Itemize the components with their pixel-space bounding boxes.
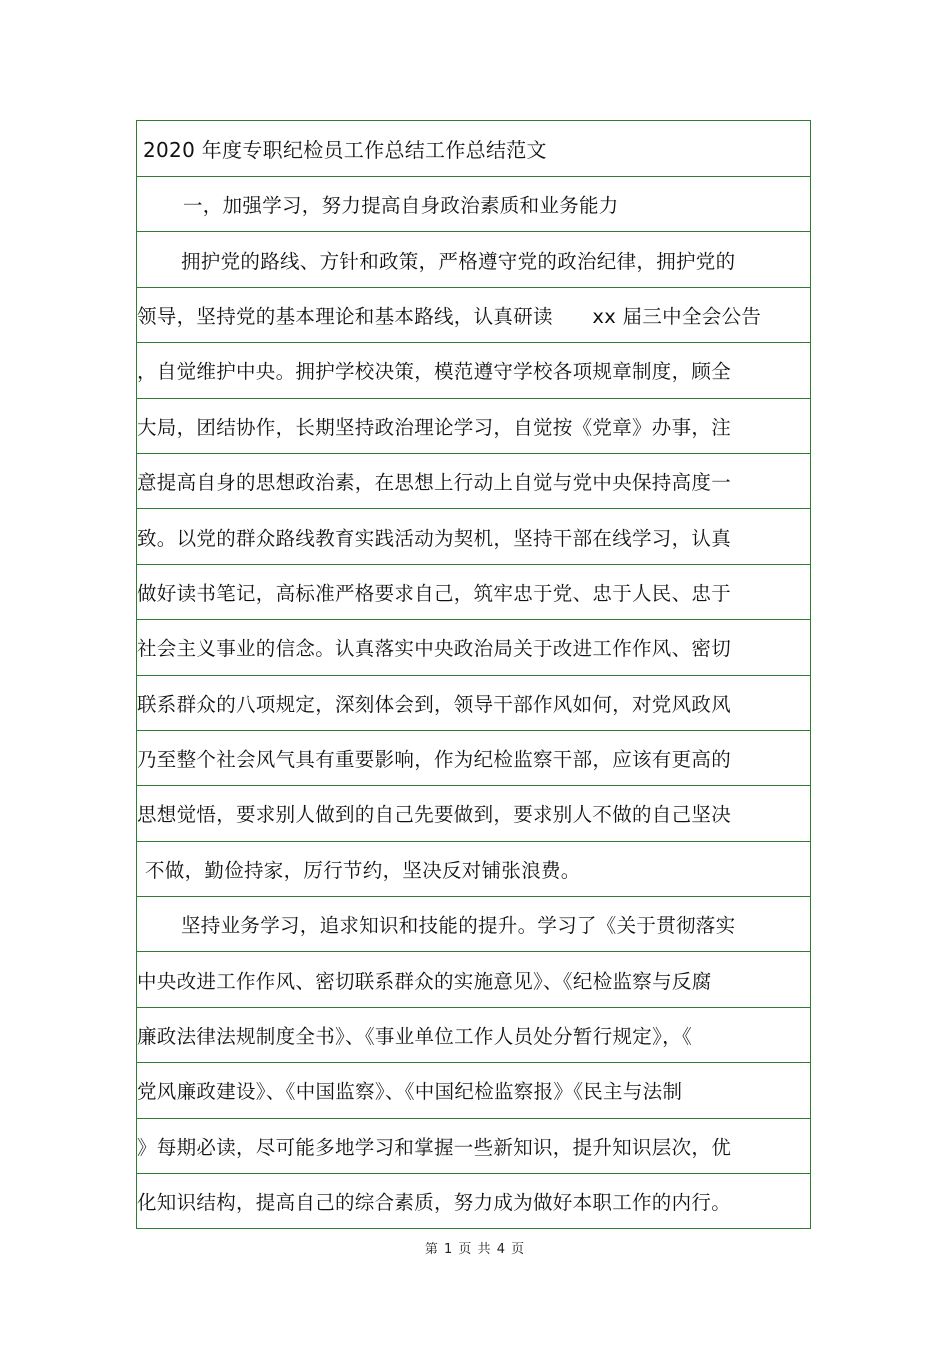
- document-title: 2020 年度专职纪检员工作总结工作总结范文: [143, 138, 547, 162]
- body-line-text: 思想觉悟，要求别人做到的自己先要做到，要求别人不做的自己坚决: [137, 803, 732, 827]
- body-line-text: 不做，勤俭持家，厉行节约，坚决反对铺张浪费。: [145, 858, 581, 882]
- body-line-text: 社会主义事业的信念。认真落实中央政治局关于改进工作作风、密切: [137, 637, 732, 661]
- body-line-text: 大局，团结协作，长期坚持政治理论学习，自觉按《党章》办事，注: [137, 415, 732, 439]
- body-line-text: 廉政法律法规制度全书》、《事业单位工作人员处分暂行规定》，《: [137, 1025, 693, 1049]
- body-line: [137, 676, 810, 731]
- body-line: [137, 952, 810, 1007]
- body-line: [137, 399, 810, 454]
- body-line-text: 乃至整个社会风气具有重要影响，作为纪检监察干部，应该有更高的: [137, 748, 732, 772]
- body-line: [137, 565, 810, 620]
- body-line: [137, 1008, 810, 1063]
- body-line-text: 中央改进工作作风、密切联系群众的实施意见》、《纪检监察与反腐: [137, 969, 712, 993]
- body-line: [137, 842, 810, 897]
- body-line: [137, 1119, 810, 1174]
- body-line: [137, 509, 810, 564]
- body-line: [137, 288, 810, 343]
- page-number-footer: 第 1 页 共 4 页: [424, 1242, 526, 1257]
- body-line-text: 坚持业务学习，追求知识和技能的提升。学习了《关于贯彻落实: [181, 914, 736, 938]
- body-line: [137, 232, 810, 287]
- body-line: [137, 786, 810, 841]
- body-line: [137, 1174, 810, 1229]
- document-title-row: [137, 121, 810, 177]
- body-line-text: 联系群众的八项规定，深刻体会到，领导干部作风如何，对党风政风: [137, 692, 732, 716]
- body-line: [137, 343, 810, 398]
- body-line-text: 党风廉政建设》、《中国监察》、《中国纪检监察报》《民主与法制: [137, 1080, 683, 1104]
- body-line: [137, 620, 810, 675]
- body-line: [137, 454, 810, 509]
- section-heading-row: [137, 177, 810, 232]
- body-line: [137, 1063, 810, 1118]
- body-line-text: 拥护党的路线、方针和政策，严格遵守党的政治纪律，拥护党的: [181, 249, 736, 273]
- body-line-text: 》每期必读，尽可能多地学习和掌握一些新知识，提升知识层次，优: [137, 1135, 732, 1159]
- body-line-text: 意提高自身的思想政治素，在思想上行动上自觉与党中央保持高度一: [137, 471, 732, 495]
- body-line-text: 领导，坚持党的基本理论和基本路线，认真研读 xx 届三中全会公告: [137, 304, 762, 328]
- body-line-text: 做好读书笔记，高标准严格要求自己，筑牢忠于党、忠于人民、忠于: [137, 581, 732, 605]
- body-line: [137, 731, 810, 786]
- document-sheet: [136, 120, 811, 1229]
- body-line-text: ，自觉维护中央。拥护学校决策，模范遵守学校各项规章制度，顾全: [137, 360, 732, 384]
- section-heading: 一，加强学习，努力提高自身政治素质和业务能力: [183, 194, 619, 218]
- body-line: [137, 897, 810, 952]
- body-line-text: 化知识结构，提高自己的综合素质，努力成为做好本职工作的内行。: [137, 1191, 732, 1215]
- body-line-text: 致。以党的群众路线教育实践活动为契机，坚持干部在线学习，认真: [137, 526, 732, 550]
